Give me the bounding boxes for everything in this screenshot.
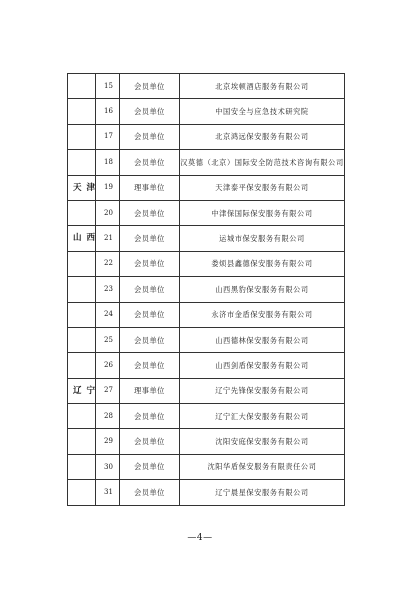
table-row — [68, 74, 345, 99]
index-cell: 24 — [96, 302, 120, 327]
organization-name-cell: 汉莫德（北京）国际安全防范技术咨询有限公司 — [180, 150, 345, 175]
index-cell: 16 — [96, 99, 120, 124]
region-cell — [68, 124, 96, 149]
region-cell — [68, 200, 96, 225]
table-row — [68, 302, 345, 327]
index-cell: 19 — [96, 175, 120, 200]
organization-name-cell: 山西黑豹保安服务有限公司 — [180, 277, 345, 302]
region-cell — [68, 251, 96, 276]
member-type-cell: 会员单位 — [120, 251, 180, 276]
region-cell — [68, 429, 96, 454]
region-cell: 山西 — [68, 226, 96, 251]
region-cell — [68, 302, 96, 327]
index-cell: 25 — [96, 327, 120, 352]
region-cell — [68, 454, 96, 479]
index-cell: 31 — [96, 480, 120, 505]
organization-name-cell: 沈阳华盾保安服务有限责任公司 — [180, 454, 345, 479]
page-number: —4— — [187, 533, 213, 543]
member-type-cell: 会员单位 — [120, 480, 180, 505]
member-type-cell: 会员单位 — [120, 99, 180, 124]
index-cell: 21 — [96, 226, 120, 251]
region-cell: 天津 — [68, 175, 96, 200]
organization-name-cell: 永济市金盾保安服务有限公司 — [180, 302, 345, 327]
table-row — [68, 404, 345, 429]
organization-name-cell: 中津保国际保安服务有限公司 — [180, 200, 345, 225]
region-cell — [68, 353, 96, 378]
member-type-cell: 会员单位 — [120, 226, 180, 251]
index-cell: 30 — [96, 454, 120, 479]
member-type-cell: 会员单位 — [120, 404, 180, 429]
index-cell: 26 — [96, 353, 120, 378]
organization-name-cell: 辽宁晨星保安服务有限公司 — [180, 480, 345, 505]
region-cell — [68, 99, 96, 124]
index-cell: 22 — [96, 251, 120, 276]
organization-name-cell: 辽宁先锋保安服务有限公司 — [180, 378, 345, 403]
member-type-cell: 理事单位 — [120, 175, 180, 200]
table-row — [68, 251, 345, 276]
index-cell: 15 — [96, 74, 120, 99]
member-type-cell: 会员单位 — [120, 150, 180, 175]
table-row — [68, 124, 345, 149]
organization-name-cell: 天津泰平保安服务有限公司 — [180, 175, 345, 200]
member-type-cell: 会员单位 — [120, 200, 180, 225]
table-row — [68, 378, 345, 403]
organization-name-cell: 中国安全与应急技术研究院 — [180, 99, 345, 124]
member-type-cell: 会员单位 — [120, 353, 180, 378]
organization-name-cell: 北京埃顿酒店服务有限公司 — [180, 74, 345, 99]
table-row — [68, 353, 345, 378]
region-cell — [68, 404, 96, 429]
table-row — [68, 327, 345, 352]
table-row — [68, 226, 345, 251]
table-row — [68, 175, 345, 200]
index-cell: 20 — [96, 200, 120, 225]
index-cell: 17 — [96, 124, 120, 149]
member-type-cell: 会员单位 — [120, 74, 180, 99]
index-cell: 28 — [96, 404, 120, 429]
organization-name-cell: 娄烦县鑫德保安服务有限公司 — [180, 251, 345, 276]
region-cell — [68, 480, 96, 505]
region-cell — [68, 277, 96, 302]
index-cell: 29 — [96, 429, 120, 454]
member-type-cell: 理事单位 — [120, 378, 180, 403]
member-table-body — [68, 74, 345, 506]
index-cell: 27 — [96, 378, 120, 403]
region-cell — [68, 327, 96, 352]
organization-name-cell: 山西德林保安服务有限公司 — [180, 327, 345, 352]
table-row — [68, 99, 345, 124]
member-type-cell: 会员单位 — [120, 454, 180, 479]
table-row — [68, 200, 345, 225]
table-row — [68, 429, 345, 454]
index-cell: 23 — [96, 277, 120, 302]
organization-name-cell: 辽宁汇大保安服务有限公司 — [180, 404, 345, 429]
organization-name-cell: 运城市保安服务有限公司 — [180, 226, 345, 251]
member-type-cell: 会员单位 — [120, 302, 180, 327]
member-type-cell: 会员单位 — [120, 124, 180, 149]
table-row — [68, 454, 345, 479]
index-cell: 18 — [96, 150, 120, 175]
organization-name-cell: 北京鸿远保安服务有限公司 — [180, 124, 345, 149]
table-row — [68, 150, 345, 175]
member-type-cell: 会员单位 — [120, 277, 180, 302]
member-type-cell: 会员单位 — [120, 327, 180, 352]
region-cell: 辽宁 — [68, 378, 96, 403]
region-cell — [68, 74, 96, 99]
member-type-cell: 会员单位 — [120, 429, 180, 454]
table-row — [68, 480, 345, 505]
organization-name-cell: 沈阳安庭保安服务有限公司 — [180, 429, 345, 454]
table-row — [68, 277, 345, 302]
organization-name-cell: 山西剑盾保安服务有限公司 — [180, 353, 345, 378]
member-table — [67, 73, 345, 506]
region-cell — [68, 150, 96, 175]
